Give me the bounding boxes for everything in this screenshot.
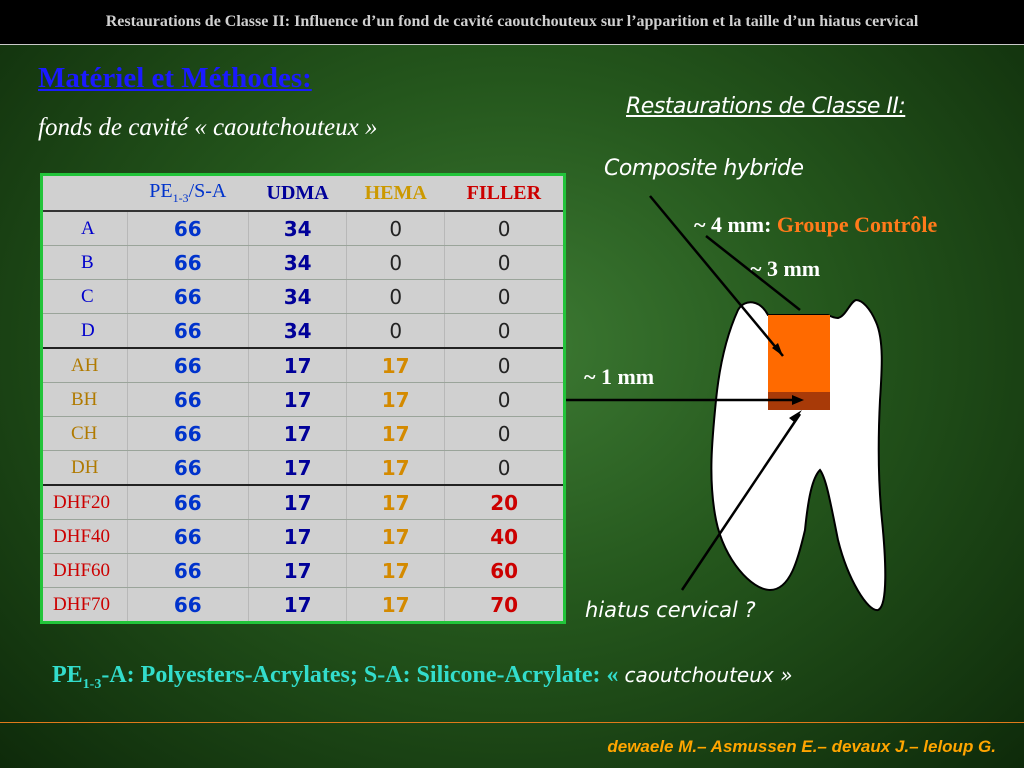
row-name: DHF70 xyxy=(42,588,128,623)
slide-subtitle: fonds de cavité « caoutchouteux » xyxy=(38,114,378,141)
cell-filler: 0 xyxy=(445,314,565,349)
cell-hema: 17 xyxy=(347,451,445,486)
cell-filler: 70 xyxy=(445,588,565,623)
cell-pe: 66 xyxy=(127,348,249,383)
cell-pe: 66 xyxy=(127,246,249,280)
cell-filler: 60 xyxy=(445,554,565,588)
cell-hema: 17 xyxy=(347,485,445,520)
cell-filler: 0 xyxy=(445,280,565,314)
cell-pe: 66 xyxy=(127,280,249,314)
cell-pe: 66 xyxy=(127,211,249,246)
composite-label: Composite hybride xyxy=(604,156,804,181)
row-name: DH xyxy=(42,451,128,486)
cell-udma: 17 xyxy=(249,451,347,486)
cell-udma: 17 xyxy=(249,485,347,520)
cell-hema: 17 xyxy=(347,348,445,383)
mm1-label: ~ 1 mm xyxy=(584,364,655,389)
cell-filler: 0 xyxy=(445,383,565,417)
row-name: DHF40 xyxy=(42,520,128,554)
row-name: D xyxy=(42,314,128,349)
cell-filler: 0 xyxy=(445,451,565,486)
row-name: DHF20 xyxy=(42,485,128,520)
cell-hema: 17 xyxy=(347,588,445,623)
cell-udma: 34 xyxy=(249,211,347,246)
hiatus-label: hiatus cervical ? xyxy=(585,598,756,622)
cell-filler: 0 xyxy=(445,246,565,280)
row-name: B xyxy=(42,246,128,280)
cell-udma: 17 xyxy=(249,520,347,554)
row-name: DHF60 xyxy=(42,554,128,588)
cell-udma: 17 xyxy=(249,417,347,451)
cell-pe: 66 xyxy=(127,383,249,417)
cell-pe: 66 xyxy=(127,417,249,451)
cell-udma: 34 xyxy=(249,246,347,280)
cell-hema: 17 xyxy=(347,520,445,554)
cell-udma: 17 xyxy=(249,348,347,383)
cell-filler: 20 xyxy=(445,485,565,520)
diagram-title: Restaurations de Classe II: xyxy=(626,94,906,119)
cell-filler: 0 xyxy=(445,348,565,383)
cell-hema: 0 xyxy=(347,280,445,314)
cell-hema: 0 xyxy=(347,211,445,246)
header-udma: UDMA xyxy=(249,175,347,212)
arrow-composite xyxy=(650,196,783,356)
row-name: CH xyxy=(42,417,128,451)
cell-hema: 17 xyxy=(347,554,445,588)
header-filler: FILLER xyxy=(445,175,565,212)
slide-header: Restaurations de Classe II: Influence d’un fond de cavité caoutchouteux sur l’apparition et la taille d’un hiatus cervical xyxy=(0,0,1024,45)
mm4-label: ~ 4 mm: Groupe Contrôle xyxy=(694,212,938,237)
row-name: AH xyxy=(42,348,128,383)
cell-udma: 17 xyxy=(249,554,347,588)
mm3-label: ~ 3 mm xyxy=(750,256,821,281)
cell-hema: 0 xyxy=(347,246,445,280)
composite-restoration xyxy=(768,315,830,393)
cell-pe: 66 xyxy=(127,485,249,520)
row-name: C xyxy=(42,280,128,314)
slide-title: Matériel et Méthodes: xyxy=(38,62,312,94)
header-pe-sa: $PE_{1-3}/S-A$ xyxy=(127,175,249,212)
cell-filler: 40 xyxy=(445,520,565,554)
cell-hema: 0 xyxy=(347,314,445,349)
cell-hema: 17 xyxy=(347,383,445,417)
legend-text: $PE_{1-3}-A$: Polyesters-Acrylates; S-A: Silicone-Acrylate: « caoutchouteux » xyxy=(52,662,793,692)
row-name: BH xyxy=(42,383,128,417)
cell-udma: 34 xyxy=(249,280,347,314)
header-hema: HEMA xyxy=(347,175,445,212)
footer-divider xyxy=(0,722,1024,723)
cell-hema: 17 xyxy=(347,417,445,451)
row-name: A xyxy=(42,211,128,246)
authors: dewaele M.– Asmussen E.– devaux J.– leloup G. xyxy=(607,737,996,756)
cell-udma: 34 xyxy=(249,314,347,349)
cell-pe: 66 xyxy=(127,554,249,588)
cell-pe: 66 xyxy=(127,520,249,554)
cell-filler: 0 xyxy=(445,417,565,451)
arrow-mm4 xyxy=(706,236,800,310)
cell-filler: 0 xyxy=(445,211,565,246)
cell-pe: 66 xyxy=(127,451,249,486)
cell-pe: 66 xyxy=(127,314,249,349)
cell-pe: 66 xyxy=(127,588,249,623)
cell-udma: 17 xyxy=(249,588,347,623)
cell-udma: 17 xyxy=(249,383,347,417)
